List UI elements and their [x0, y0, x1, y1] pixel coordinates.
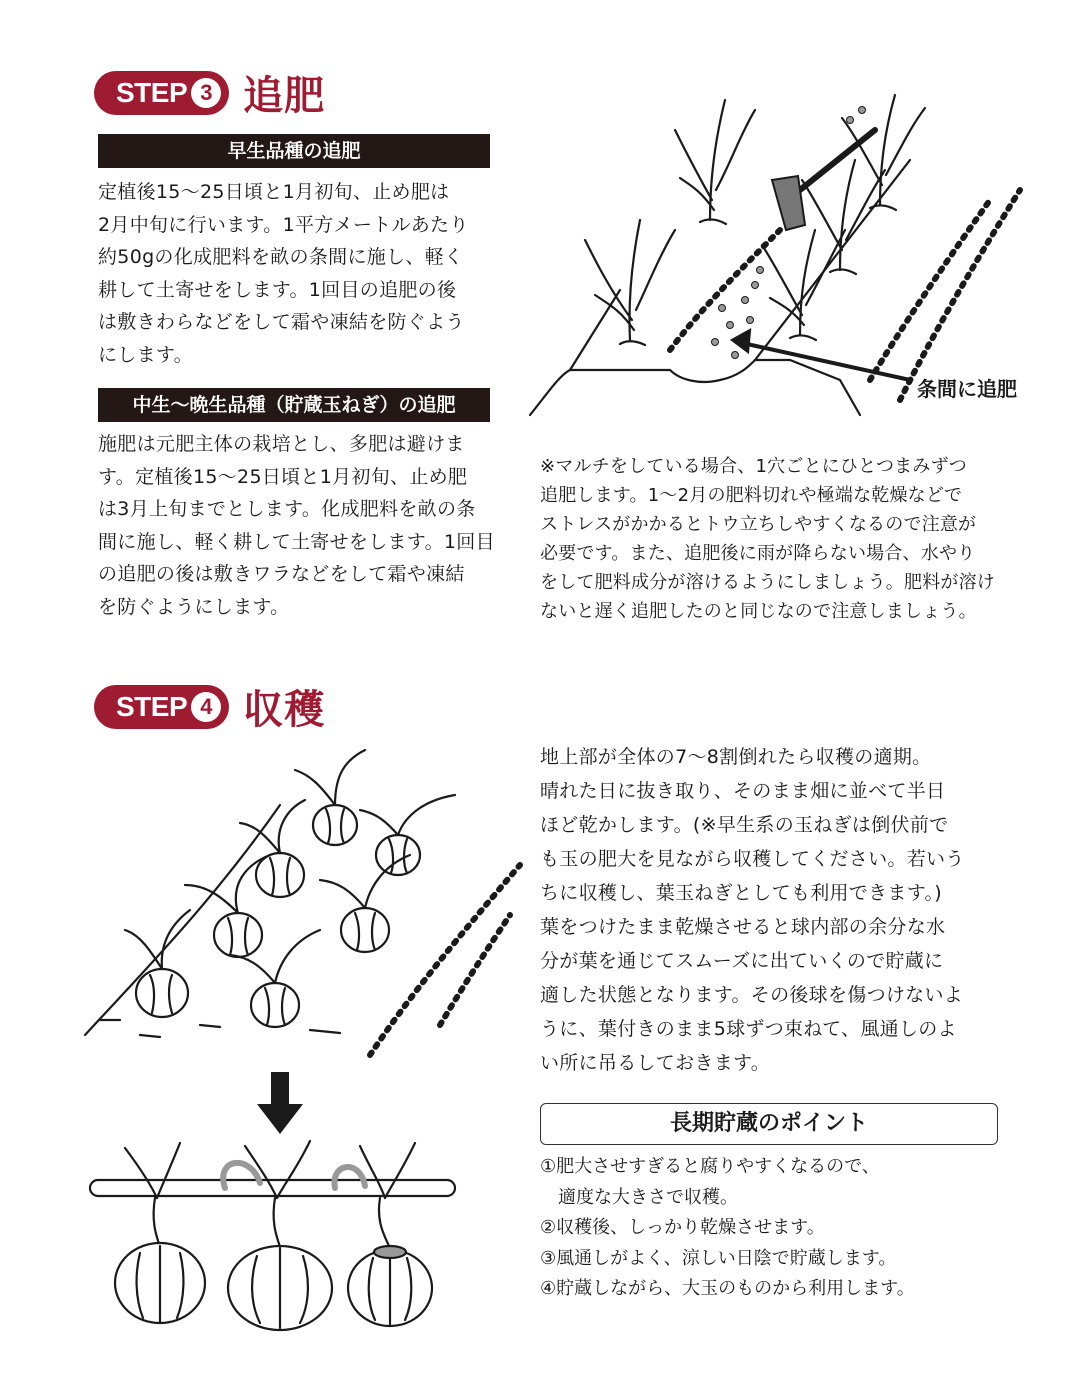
step3-badge-label: STEP [116, 76, 188, 108]
onion-bulb-7 [360, 795, 455, 875]
late-variety-heading: 中生〜晩生品種（貯蔵玉ねぎ）の追肥 [98, 388, 490, 422]
storage-points-list: ①肥大させすぎると腐りやすくなるので、 適度な大きさで収穫。 ②収穫後、しっかり乾燥させます。 ③風通しがよく、涼しい日陰で貯蔵します。 ④貯蔵しながら、大玉のものから利用します。 [540, 1156, 915, 1299]
onion-bulb-1 [125, 910, 190, 1017]
hanging-bulb-1 [115, 1143, 205, 1323]
mulch-note: ※マルチをしている場合、1穴ごとにひとつまみずつ 追肥します。1〜2月の肥料切れや極端な乾燥などで ストレスがかかるとトウ立ちしやすくなるので注意が 必要です。また、追肥後に雨が降らない場合、水やり をして肥料成分が溶けるようにしましょう。肥料が溶け ないと遅く追肥したのと同じなので注意しましょう。 [540, 456, 995, 622]
step3-number: 3 [191, 78, 221, 108]
step4-title: 収穫 [243, 687, 326, 733]
onion-plant-3 [762, 230, 845, 340]
late-variety-text: 施肥は元肥主体の栽培とし、多肥は避けま す。定植後15〜25日頃と1月初旬、止め肥 は3月上旬までとします。化成肥料を畝の条 間に施し、軽く耕して土寄せをします。1回目 の追肥の後は敷きワラなどをして霜や凍結 を防ぐようにします。 [98, 433, 495, 618]
step4-header [94, 678, 325, 735]
onion-bulb-4 [295, 750, 365, 845]
between-rows-label: 条間に追肥 [917, 377, 1017, 401]
onion-bulb-5 [230, 930, 320, 1027]
arrow-down-icon [255, 1072, 305, 1134]
step4-number: 4 [191, 692, 221, 722]
hanging-onions-illustration [85, 1138, 465, 1338]
onion-bulb-6 [320, 855, 410, 952]
early-variety-heading: 早生品種の追肥 [98, 134, 490, 168]
step4-badge-label: STEP [116, 690, 188, 722]
hanging-bulb-2 [228, 1141, 332, 1330]
onion-plant-2 [675, 100, 755, 224]
step3-badge [94, 71, 229, 115]
harvest-illustration [80, 735, 530, 1065]
step3-title: 追肥 [243, 73, 326, 119]
storage-points-title: 長期貯蔵のポイント [540, 1103, 998, 1145]
harvest-text: 地上部が全体の7〜8割倒れたら収穫の適期。 晴れた日に抜き取り、そのまま畑に並べて半日 ほど乾かします。(※早生系の玉ねぎは倒伏前で も玉の肥大を見ながら収穫してください。若いう ちに収穫し、葉玉ねぎとしても利用できます。) 葉をつけたまま乾燥させると球内部の余分な水 分が葉を通じてスムーズに出ていくので貯蔵に 適した状態となります。その後球を傷つけないよ うに、葉付きのまま5球ずつ束ねて、風通しのよ い所に吊るしておきます。 [540, 746, 965, 1074]
step4-badge [94, 685, 229, 729]
early-variety-text: 定植後15〜25日頃と1月初旬、止め肥は 2月中旬に行います。1平方メートルあたり 約50gの化成肥料を畝の条間に施し、軽く 耕して土寄せをします。1回目の追肥の後 は敷きわらなどをして霜や凍結を防ぐよう にします。 [98, 181, 469, 366]
step3-header [94, 64, 325, 121]
